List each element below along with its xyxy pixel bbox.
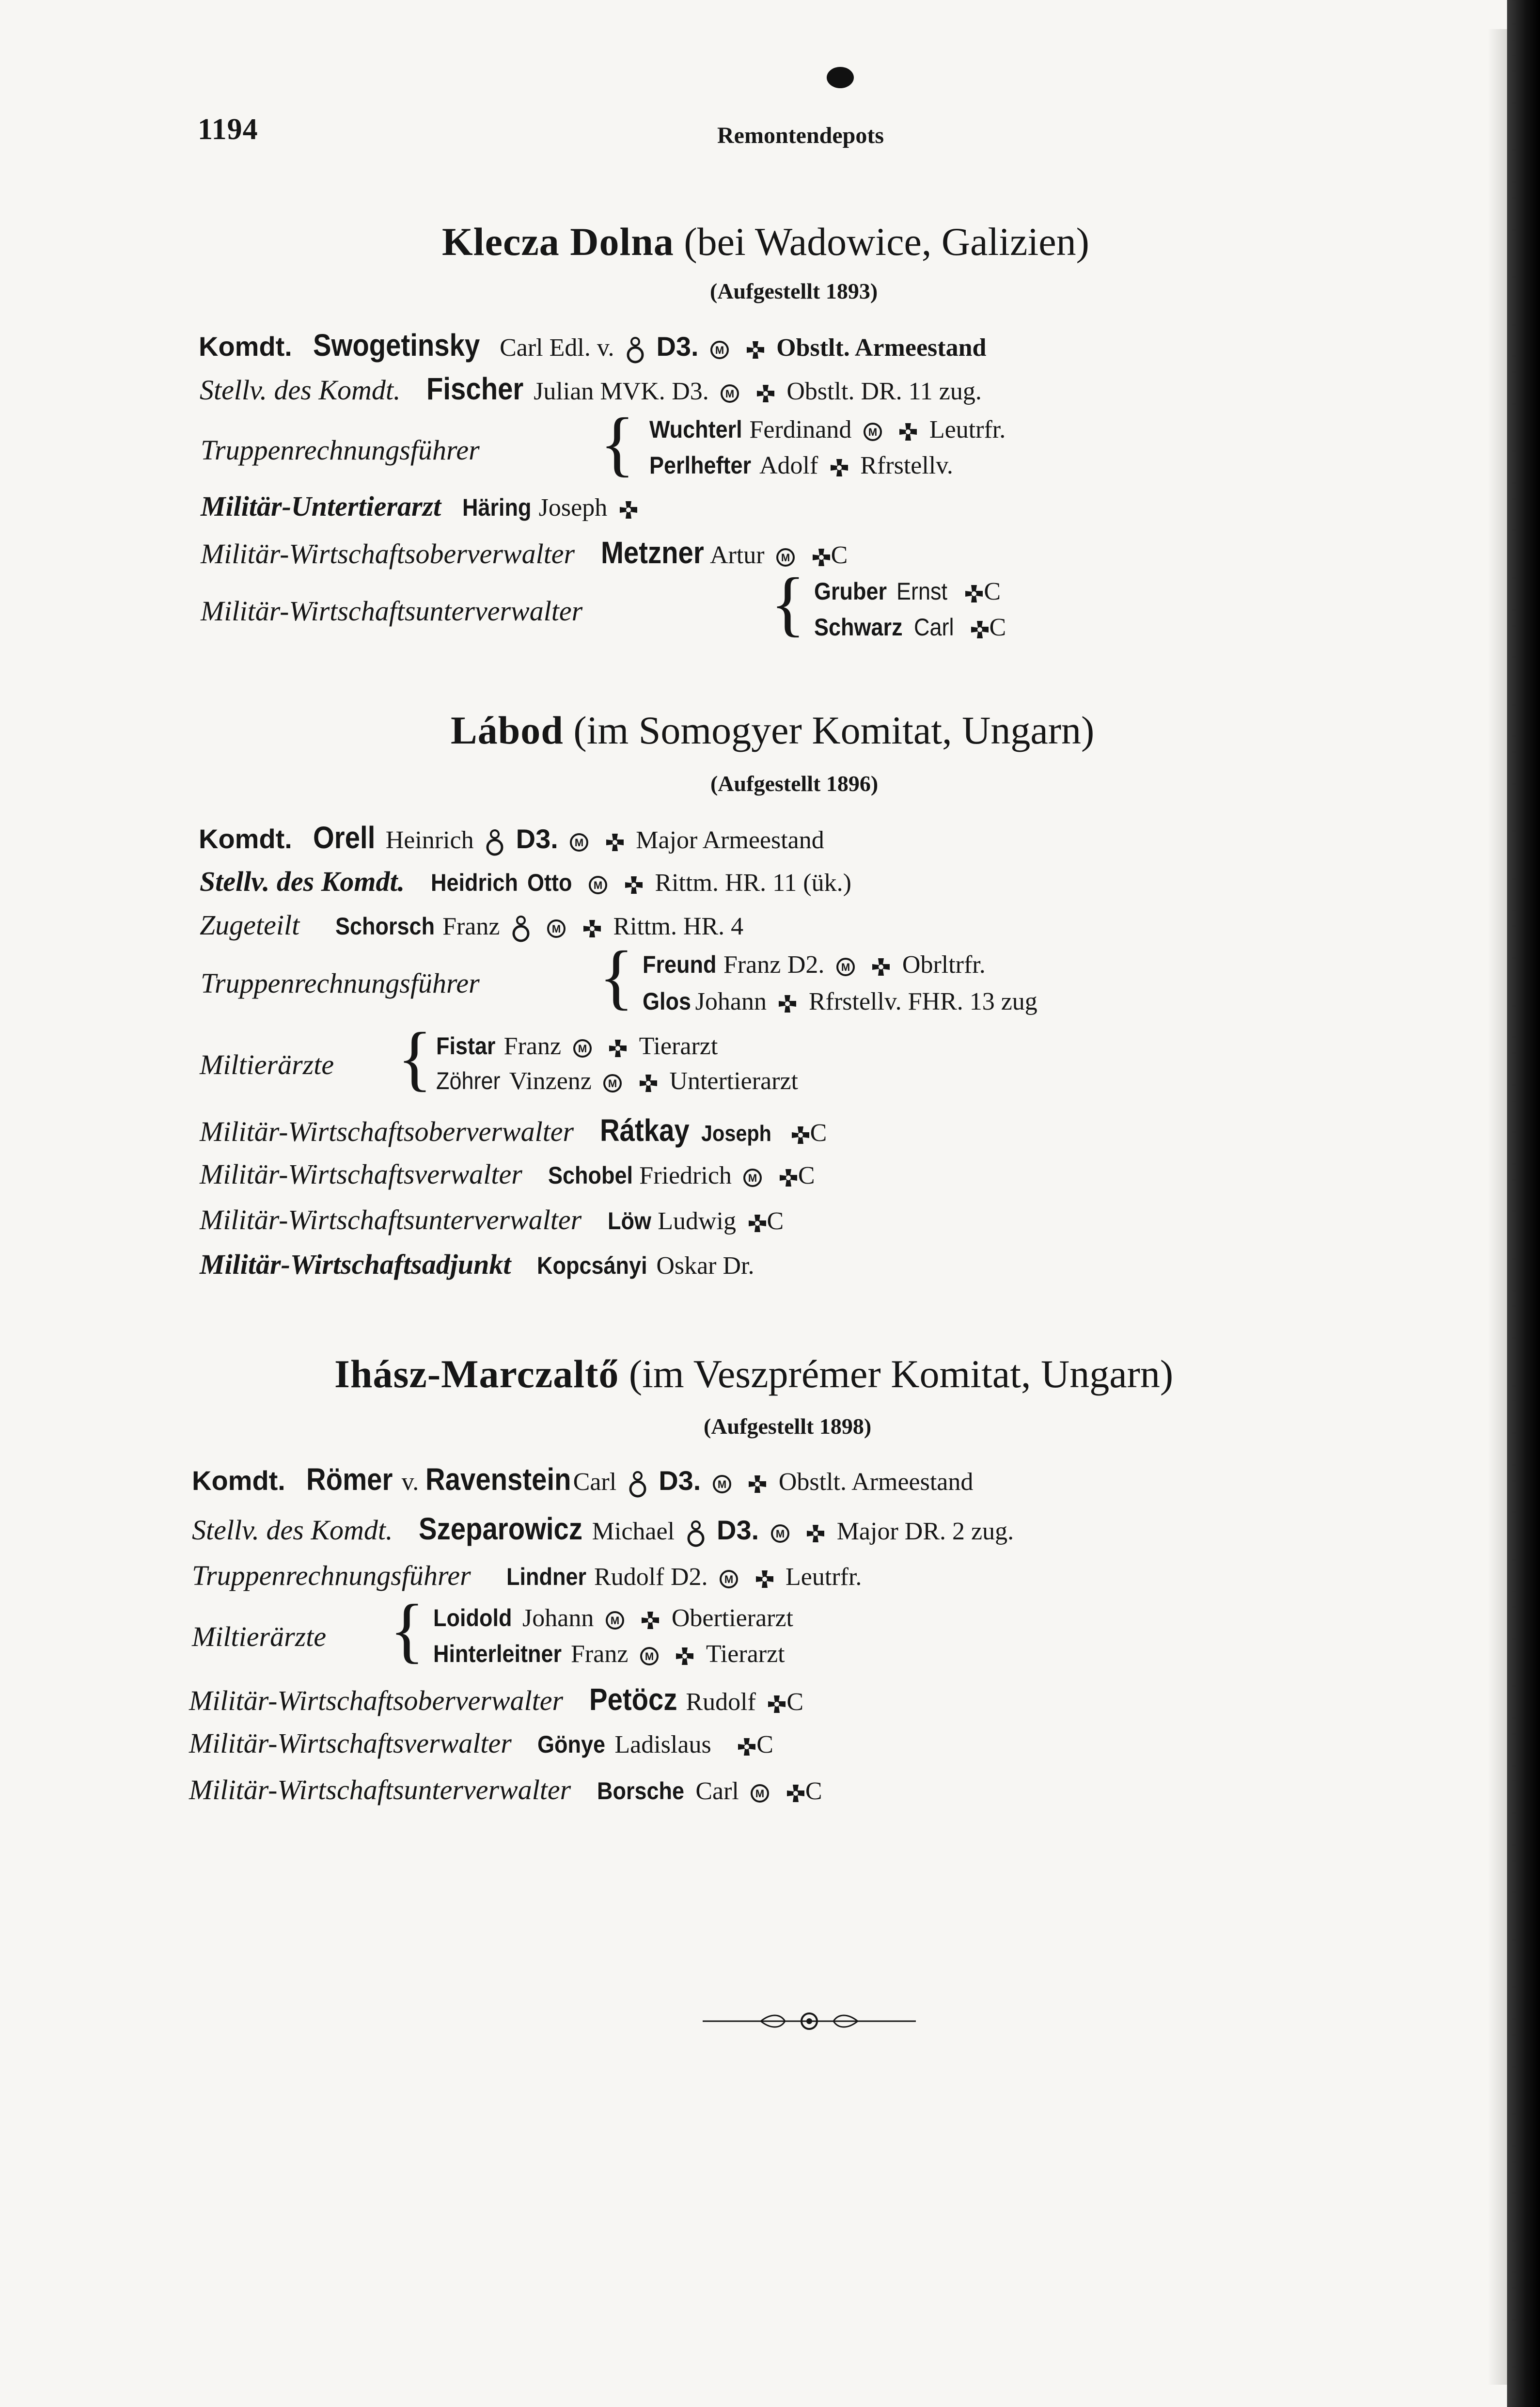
rank: Major DR. 2 zug.: [836, 1518, 1014, 1545]
cross-icon: [746, 340, 765, 360]
m-medal-icon: [770, 1524, 790, 1543]
entry-verwalter: [189, 1729, 773, 1758]
person-surname: Häring: [462, 494, 532, 521]
entry-unterv-a: [814, 578, 1001, 604]
person-surname: Loidold: [433, 1604, 512, 1631]
cross-icon: [791, 1125, 810, 1145]
unterv-label: [201, 597, 582, 625]
person-surname-2: Ravenstein: [425, 1462, 571, 1497]
running-head: Remontendepots: [717, 123, 884, 148]
cross-icon: [767, 1694, 786, 1714]
brace: {: [390, 1590, 424, 1670]
entry-unterverwalter: [200, 1206, 784, 1234]
person-given: Otto: [527, 869, 572, 896]
place-name: Ihász-Marczaltő: [334, 1352, 619, 1396]
rank: Tierarzt: [706, 1640, 785, 1668]
brace: {: [397, 1018, 432, 1098]
person-surname: Gruber: [814, 578, 887, 605]
aerzte-label: [200, 1051, 334, 1079]
decoration-d: D3.: [672, 378, 709, 405]
person-given: Carl: [914, 614, 954, 641]
m-medal-icon: [573, 1039, 592, 1058]
rank: Obertierarzt: [671, 1604, 793, 1632]
entry-stellv: [200, 868, 851, 896]
person-surname: Löw: [607, 1207, 651, 1235]
role-label: Truppenrechnungsführer: [201, 967, 480, 999]
m-medal-icon: [743, 1168, 762, 1188]
person-surname: Petöcz: [589, 1682, 677, 1717]
person-surname: Glos: [643, 988, 691, 1015]
cross-icon: [830, 458, 849, 477]
role-label: Militär-Wirtschaftsoberverwalter: [201, 538, 575, 570]
role-label: Militär-Untertierarzt: [201, 491, 441, 522]
role-label: Militär-Wirtschaftsadjunkt: [200, 1249, 511, 1280]
ring-icon: [628, 1470, 647, 1499]
role-label: Komdt.: [199, 331, 292, 362]
entry-komdt: [199, 822, 824, 857]
ring-icon: [686, 1519, 706, 1548]
rank: Obstlt. Armeestand: [778, 1468, 974, 1496]
cross-icon: [778, 994, 797, 1013]
person-surname: Szeparowicz: [419, 1511, 583, 1546]
page-number: 1194: [198, 113, 258, 146]
brace: {: [599, 936, 634, 1017]
person-given: Rudolf: [594, 1563, 664, 1591]
cross-icon: [641, 1611, 660, 1630]
person-given: Carl: [573, 1468, 617, 1496]
entry-untertierarzt: [201, 492, 643, 521]
person-given: Franz: [503, 1032, 562, 1060]
suffix: C: [798, 1162, 815, 1189]
person-given: Joseph: [701, 1121, 771, 1146]
entry-truppen-a: [649, 416, 1006, 443]
entry-oberverwalter: [201, 537, 848, 568]
rank: Rfrstellv. FHR. 13 zug: [808, 988, 1037, 1015]
m-medal-icon: [750, 1784, 770, 1803]
role-label: Zugeteilt: [200, 909, 300, 941]
decoration-d: D3.: [659, 1465, 701, 1496]
rank: Rittm. HR. 4: [613, 913, 744, 940]
decoration-d: D2.: [787, 951, 825, 979]
entry-oberverwalter: [189, 1684, 803, 1715]
person-surname: Freund: [643, 951, 717, 978]
cross-icon: [898, 422, 918, 442]
person-surname: Schobel: [548, 1162, 633, 1189]
person-surname: Fischer: [426, 371, 524, 406]
person-surname: Metzner: [600, 535, 704, 570]
m-medal-icon: [863, 422, 882, 442]
section-title-klecza: [442, 222, 1089, 262]
role-label: Miltierärzte: [200, 1049, 334, 1080]
person-given: Franz: [442, 913, 500, 940]
person-given: Johann: [522, 1604, 594, 1632]
rank: Obstlt. DR. 11 zug.: [786, 378, 982, 405]
person-surname: Heidrich: [430, 869, 518, 896]
end-ornament: [703, 2011, 916, 2031]
person-given: Carl: [695, 1777, 739, 1805]
cross-icon: [812, 548, 831, 567]
person-given: Adolf: [759, 452, 818, 479]
entry-truppen-b: [643, 988, 1037, 1014]
person-surname: Schwarz: [814, 614, 903, 641]
person-surname: Gönye: [537, 1731, 606, 1758]
m-medal-icon: [719, 1569, 739, 1589]
role-label: Stellv. des Komdt.: [200, 374, 401, 406]
person-given: Carl Edl. v.: [500, 334, 614, 362]
person-given: Joseph: [538, 494, 608, 522]
brace: {: [600, 403, 635, 484]
role-label: Militär-Wirtschaftsunterverwalter: [189, 1774, 571, 1805]
person-given: Johann: [695, 988, 767, 1015]
ring-icon: [485, 828, 504, 857]
cross-icon: [639, 1074, 658, 1093]
entry-verwalter: [200, 1160, 815, 1188]
person-given: Friedrich: [639, 1162, 732, 1189]
entry-aerzte-a: [436, 1032, 718, 1059]
role-label: Stellv. des Komdt.: [200, 866, 405, 897]
entry-truppen-b: [649, 452, 953, 478]
person-surname: Swogetinsky: [313, 328, 480, 363]
m-medal-icon: [588, 875, 608, 895]
person-surname: Rátkay: [599, 1113, 690, 1148]
place-name: Lábod: [451, 708, 564, 752]
role-label: Komdt.: [199, 823, 292, 854]
rank: Major Armeestand: [636, 826, 824, 854]
cross-icon: [779, 1168, 798, 1188]
role-label: Militär-Wirtschaftsverwalter: [189, 1727, 512, 1759]
decoration-d: D3.: [717, 1515, 759, 1545]
cross-icon: [605, 833, 625, 852]
particle: v.: [401, 1468, 419, 1496]
rank: Untertierarzt: [669, 1067, 799, 1095]
person-given: Rudolf: [686, 1688, 756, 1716]
decoration-d: D3.: [656, 331, 699, 362]
person-surname: Kopcsányi: [536, 1252, 647, 1279]
entry-stellv: [192, 1513, 1014, 1548]
cross-icon: [871, 957, 891, 977]
person-surname: Fistar: [436, 1032, 496, 1060]
person-given: Oskar Dr.: [656, 1252, 754, 1280]
suffix: C: [984, 578, 1001, 605]
entry-unterv-b: [814, 614, 1006, 640]
section-title-ihasz: [334, 1354, 1173, 1394]
m-medal-icon: [720, 384, 739, 403]
person-given: Vinzenz: [509, 1067, 592, 1095]
suffix: C: [810, 1119, 827, 1147]
person-given: Ludwig: [658, 1207, 736, 1235]
established-note: (Aufgestellt 1898): [704, 1414, 872, 1439]
cross-icon: [755, 1569, 774, 1589]
page-curl-shadow: [1488, 29, 1507, 2385]
place-region: (bei Wadowice, Galizien): [684, 220, 1089, 264]
section-title-labod: [451, 708, 1095, 752]
person-given: Ernst: [896, 578, 948, 605]
m-medal-icon: [712, 1474, 732, 1494]
person-surname: Orell: [313, 820, 376, 855]
role-label: Militär-Wirtschaftsunterverwalter: [200, 1204, 582, 1235]
cross-icon: [737, 1737, 756, 1757]
person-surname: Schorsch: [335, 913, 435, 940]
cross-icon: [748, 1474, 767, 1494]
person-surname: Zöhrer: [436, 1067, 501, 1094]
role-label: Militär-Wirtschaftsunterverwalter: [201, 595, 583, 627]
established-note: (Aufgestellt 1896): [710, 771, 879, 796]
person-given: Franz: [723, 951, 781, 979]
brace: {: [770, 563, 805, 644]
cross-icon: [964, 584, 984, 603]
role-label: Militär-Wirtschaftsoberverwalter: [189, 1685, 564, 1716]
role-label: Stellv. des Komdt.: [192, 1514, 393, 1546]
rank: Obstlt. Armeestand: [776, 334, 987, 362]
role-label: Militär-Wirtschaftsverwalter: [200, 1158, 522, 1190]
suffix: C: [786, 1688, 804, 1716]
role-label: Truppenrechnungsführer: [201, 434, 480, 466]
rank: Leutrfr.: [929, 416, 1006, 443]
cross-icon: [624, 875, 644, 895]
person-given: Franz: [571, 1640, 629, 1668]
entry-komdt: [199, 330, 986, 364]
role-label: Truppenrechnungsführer: [192, 1560, 471, 1591]
m-medal-icon: [640, 1647, 659, 1666]
rank: Tierarzt: [639, 1032, 718, 1060]
role-label: Komdt.: [192, 1465, 285, 1496]
m-medal-icon: [569, 833, 589, 852]
cross-icon: [582, 919, 602, 938]
person-surname: Lindner: [506, 1563, 587, 1590]
cross-icon: [748, 1214, 767, 1233]
suffix: C: [805, 1777, 822, 1805]
m-medal-icon: [547, 919, 566, 938]
entry-truppen-a: [643, 951, 986, 978]
place-region: (im Somogyer Komitat, Ungarn): [573, 708, 1095, 752]
entry-zugeteilt: [200, 911, 743, 943]
ink-mark: [827, 67, 854, 88]
cross-icon: [756, 384, 775, 403]
role-label: Militär-Wirtschaftsoberverwalter: [200, 1116, 574, 1147]
truppen-label: [201, 436, 480, 464]
rank: Obrltrfr.: [902, 951, 986, 979]
cross-icon: [806, 1524, 825, 1543]
suffix: C: [767, 1207, 784, 1235]
person-given: Ladislaus: [614, 1731, 711, 1758]
m-medal-icon: [710, 340, 729, 360]
person-given: Heinrich: [385, 826, 474, 854]
cross-icon: [608, 1039, 628, 1058]
m-medal-icon: [603, 1074, 622, 1093]
entry-aerzte-b: [436, 1067, 798, 1094]
rank: Rittm. HR. 11 (ük.): [655, 869, 851, 897]
decoration-d: D2.: [670, 1563, 708, 1591]
rank: Leutrfr.: [786, 1563, 862, 1591]
person-given: Julian MVK.: [534, 378, 665, 405]
established-note: (Aufgestellt 1893): [710, 279, 878, 303]
ring-icon: [626, 335, 645, 364]
person-surname: Hinterleitner: [433, 1640, 562, 1667]
entry-unterverwalter: [189, 1776, 822, 1804]
entry-komdt: [192, 1464, 973, 1499]
suffix: C: [756, 1731, 773, 1758]
person-given: Ferdinand: [749, 416, 852, 443]
scan-edge: [1507, 0, 1540, 2407]
place-name: Klecza Dolna: [442, 220, 674, 264]
cross-icon: [675, 1647, 694, 1666]
entry-adjunkt: [200, 1251, 754, 1279]
m-medal-icon: [605, 1611, 625, 1630]
entry-truppen: [192, 1562, 862, 1590]
person-surname: Perlhefter: [649, 452, 752, 479]
m-medal-icon: [836, 957, 855, 977]
cross-icon: [786, 1784, 805, 1803]
person-surname: Wuchterl: [649, 416, 742, 443]
entry-stellv: [200, 373, 982, 404]
person-surname: Römer: [306, 1462, 393, 1497]
cross-icon: [619, 500, 638, 520]
decoration-d: D3.: [516, 823, 558, 854]
place-region: (im Veszprémer Komitat, Ungarn): [629, 1352, 1174, 1396]
role-label: Miltierärzte: [192, 1621, 327, 1652]
entry-oberverwalter: [200, 1115, 827, 1146]
truppen-label: [201, 969, 480, 998]
person-given: Artur: [709, 541, 765, 569]
entry-aerzte-b: [433, 1640, 785, 1667]
person-surname: Borsche: [597, 1777, 684, 1805]
cross-icon: [970, 620, 990, 639]
rank: Rfrstellv.: [860, 452, 953, 479]
suffix: C: [989, 614, 1006, 641]
person-given: Michael: [592, 1518, 675, 1545]
ring-icon: [511, 914, 531, 943]
suffix: C: [831, 541, 848, 569]
entry-aerzte-a: [433, 1604, 793, 1631]
aerzte-label: [192, 1623, 326, 1651]
